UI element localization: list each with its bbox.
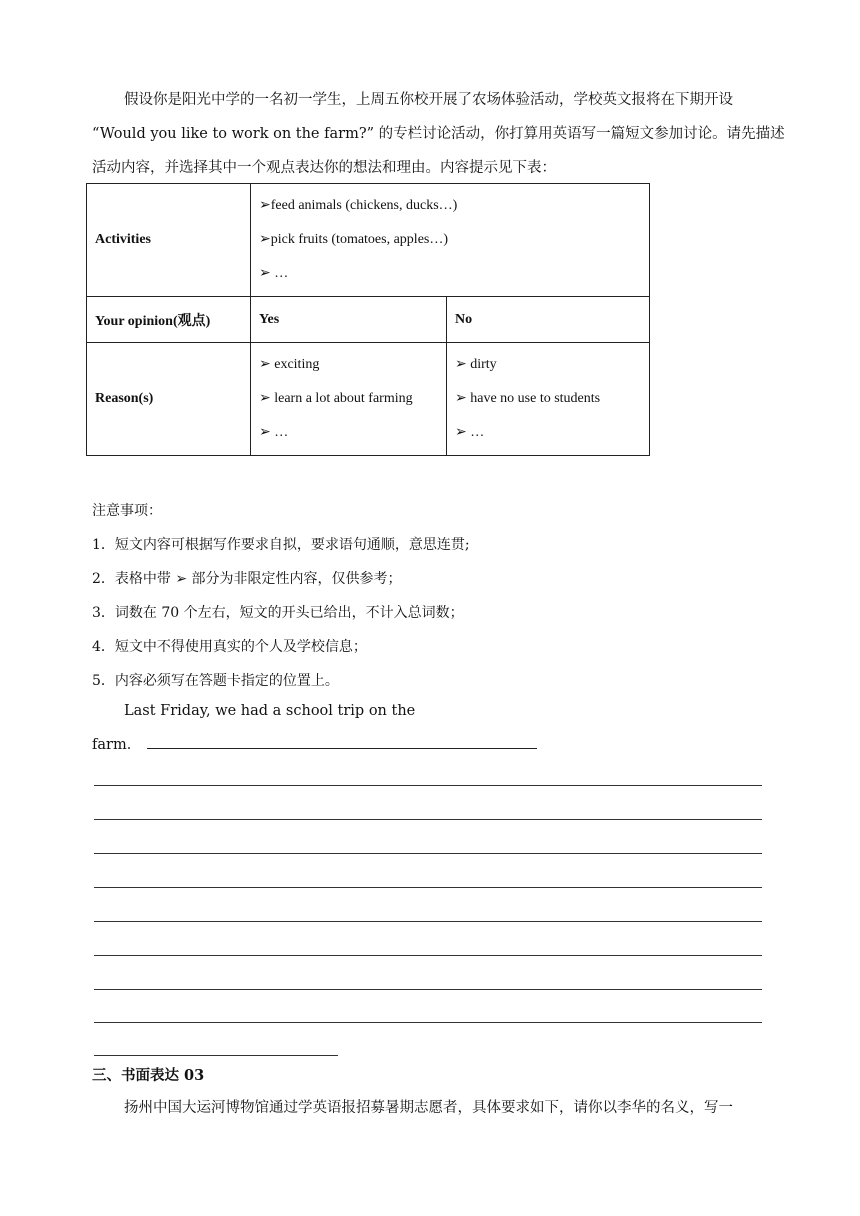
answer-line[interactable] xyxy=(94,887,762,888)
table-row-activities xyxy=(87,184,650,297)
yes-reasons-cell xyxy=(251,343,447,456)
answer-line[interactable] xyxy=(94,1022,762,1023)
note-item: 4．短文中不得使用真实的个人及学校信息； xyxy=(92,639,367,655)
section-intro: 扬州中国大运河博物馆通过学英语报招募暑期志愿者，具体要求如下，请你以李华的名义，写一 xyxy=(124,1100,733,1116)
intro-paragraph xyxy=(92,83,785,185)
yes-label: Yes xyxy=(251,297,447,343)
answer-line[interactable] xyxy=(94,785,762,786)
answer-line[interactable] xyxy=(94,989,762,990)
notes-heading: 注意事项： xyxy=(92,503,162,519)
activity-item: ➢feed animals (chickens, ducks…) xyxy=(259,198,458,213)
answer-line[interactable] xyxy=(94,819,762,820)
starter-line-2: farm． xyxy=(92,737,142,753)
note-item: 3．词数在 70 个左右，短文的开头已给出，不计入总词数； xyxy=(92,605,464,621)
reasons-label: Reason(s) xyxy=(87,343,251,456)
section-title: 三、书面表达 03 xyxy=(92,1067,205,1084)
activity-item: ➢ … xyxy=(259,266,289,281)
starter-line-2-wrap xyxy=(92,728,537,762)
answer-blank-first[interactable] xyxy=(147,732,537,749)
intro-line-3: 活动内容，并选择其中一个观点表达你的想法和理由。内容提示见下表： xyxy=(92,160,556,176)
prompt-table xyxy=(86,183,650,456)
note-item: 5．内容必须写在答题卡指定的位置上。 xyxy=(92,673,339,689)
note-item: 1．短文内容可根据写作要求自拟，要求语句通顺，意思连贯; xyxy=(92,537,470,553)
answer-line[interactable] xyxy=(94,853,762,854)
no-reason-item: ➢ dirty xyxy=(455,357,497,372)
note-item: 2．表格中带 ➢ 部分为非限定性内容，仅供参考； xyxy=(92,571,402,587)
answer-line[interactable] xyxy=(94,921,762,922)
no-label: No xyxy=(447,297,650,343)
answer-line-end[interactable] xyxy=(94,1055,338,1056)
opinion-label: Your opinion(观点) xyxy=(87,297,251,343)
no-reasons-cell xyxy=(447,343,650,456)
activities-label: Activities xyxy=(87,184,251,297)
activities-cell xyxy=(251,184,650,297)
yes-reason-item: ➢ learn a lot about farming xyxy=(259,391,413,406)
notes-section xyxy=(92,494,470,698)
yes-reason-item: ➢ … xyxy=(259,425,289,440)
no-reason-item: ➢ … xyxy=(455,425,485,440)
no-reason-item: ➢ have no use to students xyxy=(455,391,601,406)
table-row-reasons xyxy=(87,343,650,456)
starter-line-1: Last Friday, we had a school trip on the xyxy=(124,703,416,719)
yes-reason-item: ➢ exciting xyxy=(259,357,320,372)
intro-line-1: 假设你是阳光中学的一名初一学生，上周五你校开展了农场体验活动，学校英文报将在下期开设 xyxy=(124,92,733,108)
table-row-opinion xyxy=(87,297,650,343)
essay-starter xyxy=(92,694,537,762)
answer-line[interactable] xyxy=(94,955,762,956)
intro-line-2: “Would you like to work on the farm?” 的专栏讨论活动，你打算用英语写一篇短文参加讨论。请先描述 xyxy=(92,126,785,142)
activity-item: ➢pick fruits (tomatoes, apples…) xyxy=(259,232,449,247)
